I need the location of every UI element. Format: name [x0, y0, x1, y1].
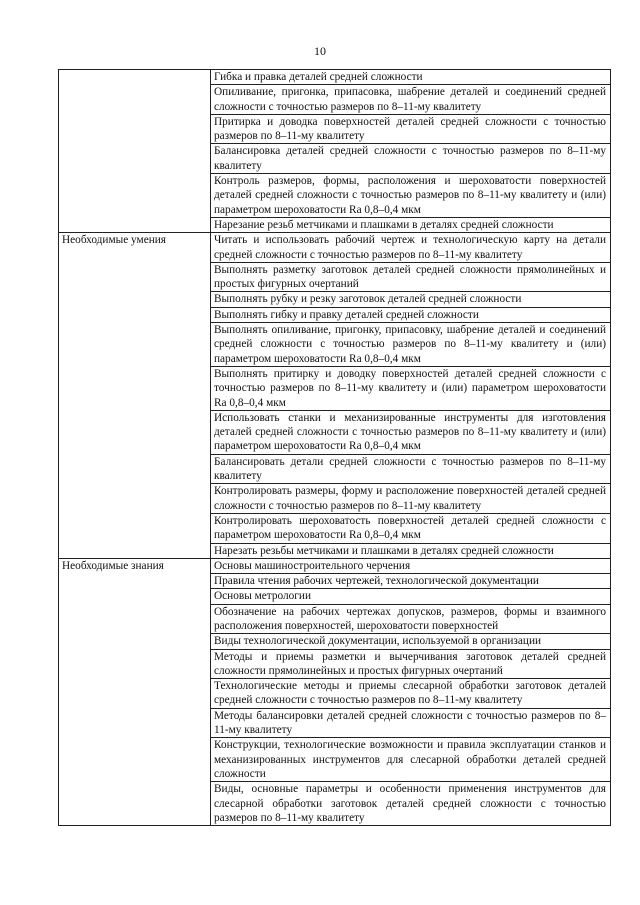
requirement-cell: Обозначение на рабочих чертежах допусков, размеров, формы и взаимного расположения поверхностей, шероховатости поверхностей	[211, 604, 611, 634]
requirement-cell: Виды технологической документации, используемой в организации	[211, 634, 611, 649]
table-row	[59, 233, 611, 263]
requirement-cell: Выполнять притирку и доводку поверхностей деталей средней сложности с точностью размеров по 8–11-му квалитету и (или) параметром шероховатости Ra 0,8–0,4 мкм	[211, 366, 611, 410]
page-number: 10	[314, 44, 326, 58]
section-label	[59, 70, 211, 233]
requirement-cell: Правила чтения рабочих чертежей, технологической документации	[211, 574, 611, 589]
requirement-cell: Выполнять рубку и резку заготовок деталей средней сложности	[211, 292, 611, 307]
requirement-cell: Нарезание резьб метчиками и плашками в деталях средней сложности	[211, 217, 611, 232]
requirement-cell: Балансировка деталей средней сложности с точностью размеров по 8–11-му квалитету	[211, 144, 611, 174]
requirement-cell: Основы метрологии	[211, 589, 611, 604]
requirement-cell: Технологические методы и приемы слесарной обработки заготовок деталей средней сложности с точностью размеров по 8–11-му квалитету	[211, 679, 611, 709]
section-label: Необходимые знания	[59, 558, 211, 825]
table-row	[59, 558, 611, 573]
requirement-cell: Виды, основные параметры и особенности применения инструментов для слесарной обработки заготовок деталей средней сложности с точностью размеров по 8–11-му квалитету	[211, 782, 611, 826]
requirement-cell: Выполнять гибку и правку деталей средней сложности	[211, 307, 611, 322]
requirement-cell: Читать и использовать рабочий чертеж и технологическую карту на детали средней сложности с точностью размеров по 8–11-му квалитету	[211, 233, 611, 263]
requirement-cell: Выполнять опиливание, пригонку, припасовку, шабрение деталей и соединений средней сложности с точностью размеров по 8–11-му квалитету и (или) параметром шероховатости Ra 0,8–0,4 мкм	[211, 323, 611, 367]
section-label: Необходимые умения	[59, 233, 211, 559]
requirement-cell: Конструкции, технологические возможности и правила эксплуатации станков и механизированных инструментов для слесарной обработки деталей средней сложности	[211, 738, 611, 782]
requirement-cell: Балансировать детали средней сложности с точностью размеров по 8–11-му квалитету	[211, 454, 611, 484]
requirement-cell: Выполнять разметку заготовок деталей средней сложности прямолинейных и простых фигурных очертаний	[211, 262, 611, 292]
requirement-cell: Основы машиностроительного черчения	[211, 558, 611, 573]
requirement-cell: Методы и приемы разметки и вычерчивания заготовок деталей средней сложности прямолинейных и простых фигурных очертаний	[211, 649, 611, 679]
table-row	[59, 70, 611, 85]
requirement-cell: Использовать станки и механизированные инструменты для изготовления деталей средней сложности с точностью размеров по 8–11-му квалитету и (или) параметром шероховатости Ra 0,8–0,4 мкм	[211, 410, 611, 454]
requirement-cell: Контролировать размеры, форму и расположение поверхностей деталей средней сложности с точностью размеров по 8–11-му квалитету	[211, 484, 611, 514]
requirement-cell: Притирка и доводка поверхностей деталей средней сложности с точностью размеров по 8–11-му квалитету	[211, 114, 611, 144]
requirement-cell: Нарезать резьбы метчиками и плашками в деталях средней сложности	[211, 543, 611, 558]
requirement-cell: Контролировать шероховатость поверхностей деталей средней сложности с параметром шероховатости Ra 0,8–0,4 мкм	[211, 513, 611, 543]
requirements-table	[58, 69, 611, 826]
requirement-cell: Опиливание, пригонка, припасовка, шабрение деталей и соединений средней сложности с точностью размеров по 8–11-му квалитету	[211, 85, 611, 115]
requirement-cell: Контроль размеров, формы, расположения и шероховатости поверхностей деталей средней сложности с точностью размеров по 8–11-му квалитету и (или) параметром шероховатости Ra 0,8–0,4 мкм	[211, 174, 611, 218]
requirement-cell: Гибка и правка деталей средней сложности	[211, 70, 611, 85]
requirement-cell: Методы балансировки деталей средней сложности с точностью размеров по 8–11-му квалитету	[211, 708, 611, 738]
